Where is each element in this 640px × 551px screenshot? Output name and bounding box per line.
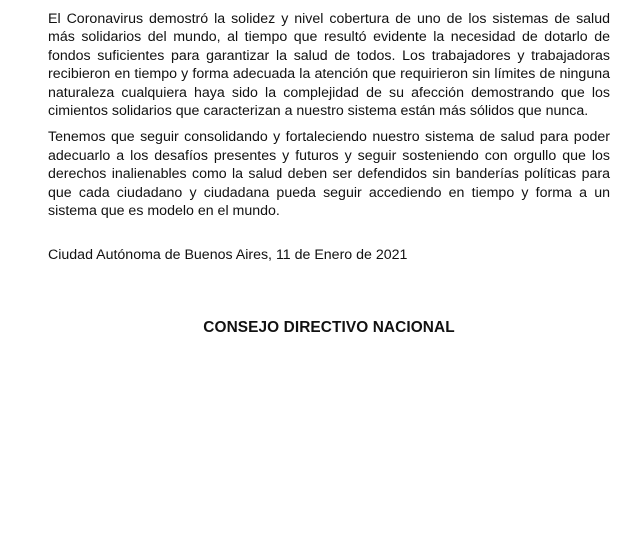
body-paragraph-coronavirus: El Coronavirus demostró la solidez y nivel cobertura de uno de los sistemas de salud más solidarios del mundo, al tiempo que resultó evidente la necesidad de dotarlo de fondos suficientes para garantizar la salud de todos. Los trabajadores y trabajadoras recibieron en tiempo y forma adecuada la atención que requirieron sin límites de ninguna naturaleza cualquiera haya sido la complejidad de su afección demostrando que los cimientos solidarios que caracterizan a nuestro sistema están más sólidos que nunca. — [48, 11, 610, 120]
document-page — [48, 10, 610, 336]
body-paragraph-consolidation: Tenemos que seguir consolidando y fortaleciendo nuestro sistema de salud para poder adecuarlo a los desafíos presentes y futuros y seguir sosteniendo con orgullo que los derechos inalienables como la salud deben ser defendidos sin banderías políticas para que cada ciudadano y ciudadana pueda seguir accediendo en tiempo y forma a un sistema que es modelo en el mundo. — [48, 129, 610, 220]
signature-title: CONSEJO DIRECTIVO NACIONAL — [203, 319, 455, 336]
place-and-date: Ciudad Autónoma de Buenos Aires, 11 de Enero de 2021 — [48, 247, 408, 263]
